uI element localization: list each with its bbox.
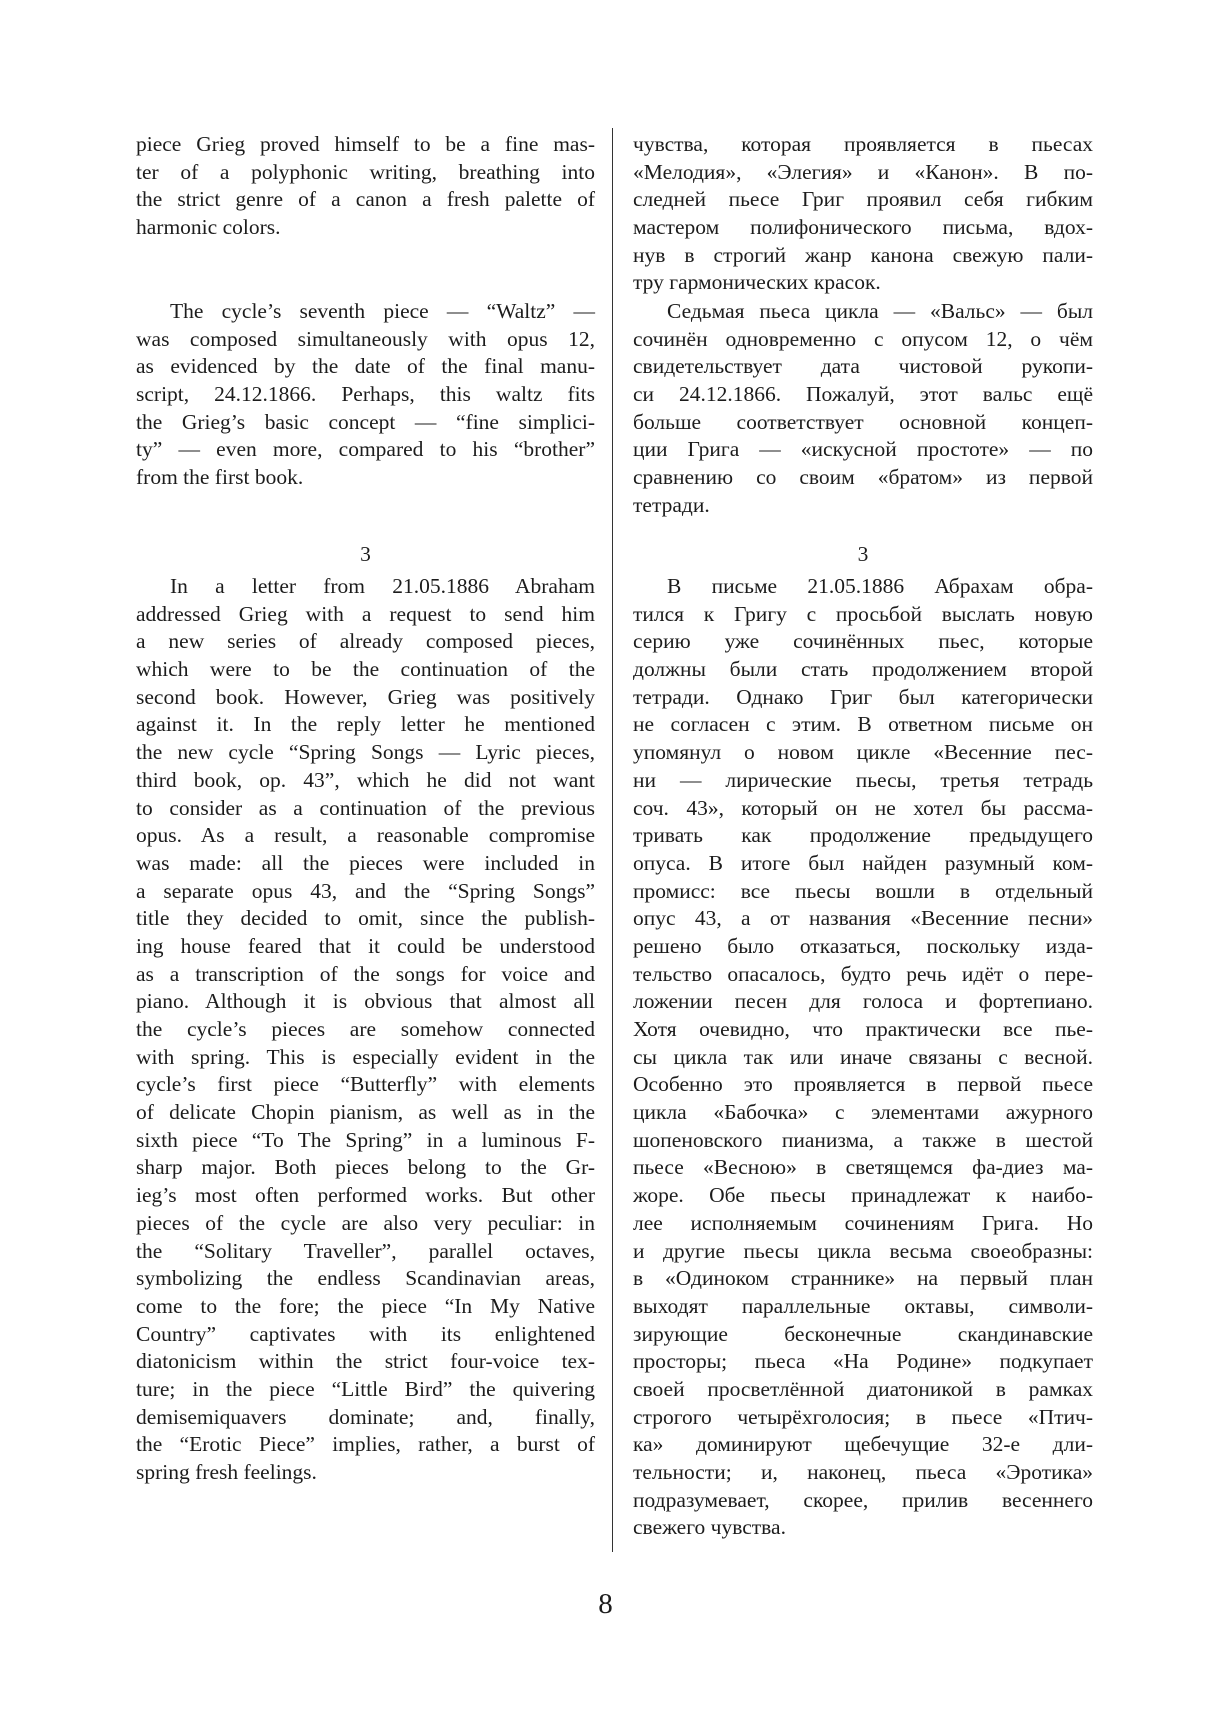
text-line: as a transcription of the songs for voice and: [136, 961, 595, 986]
text-line: script, 24.12.1866. Perhaps, this waltz fits: [136, 382, 595, 407]
text-line: «Мелодия», «Элегия» и «Канон». В по-: [633, 159, 1093, 184]
text-line: was made: all the pieces were included in: [136, 850, 595, 875]
text-line: лее исполняемым сочинениям Грига. Но: [633, 1210, 1093, 1235]
text-line: должны были стать продолжением второй: [633, 657, 1093, 682]
text-line: тетради. Однако Григ был категорически: [633, 684, 1093, 709]
text-line: sharp major. Both pieces belong to the Gr-: [136, 1155, 595, 1180]
text-line: the cycle’s pieces are somehow connected: [136, 1017, 595, 1041]
text-line: addressed Grieg with a request to send him: [136, 601, 595, 626]
text-line: ieg’s most often performed works. But other: [136, 1183, 595, 1208]
text-line: ка» доминируют щебечущие 32-е дли-: [633, 1432, 1093, 1457]
text-line: сочинён одновременно с опусом 12, о чём: [633, 326, 1093, 351]
text-line: third book, op. 43”, which he did not want: [136, 767, 595, 792]
text-line: строгого четырёхголосия; в пьесе «Птич-: [633, 1404, 1093, 1429]
text-line: from the first book.: [136, 465, 304, 490]
text-line: Особенно это проявляется в первой пьесе: [633, 1072, 1093, 1097]
text-line: нув в строгий жанр канона свежую пали-: [633, 242, 1093, 267]
text-line: was composed simultaneously with opus 12,: [136, 326, 595, 351]
text-line: тился к Григу с просьбой выслать новую: [633, 601, 1093, 626]
text-line: Хотя очевидно, что практически все пье-: [633, 1017, 1093, 1041]
text-line: against it. In the reply letter he mentioned: [136, 712, 595, 737]
text-line: опус 43, а от названия «Весенние песни»: [633, 906, 1093, 931]
text-line: решено было отказаться, поскольку изда-: [633, 933, 1093, 958]
text-line: pieces of the cycle are also very peculiar: in: [136, 1210, 595, 1235]
text-line: The cycle’s seventh piece — “Waltz” —: [170, 299, 595, 323]
text-line: больше соответствует основной концеп-: [633, 409, 1093, 434]
text-line: шопеновского пианизма, а также в шестой: [633, 1127, 1093, 1152]
text-line: следней пьесе Григ проявил себя гибким: [633, 187, 1093, 212]
text-line: опуса. В итоге был найден разумный ком-: [633, 850, 1093, 875]
text-line: harmonic colors.: [136, 215, 281, 240]
text-line: жоре. Обе пьесы принадлежат к наибо-: [633, 1183, 1093, 1208]
text-line: упомянул о новом цикле «Весенние пес-: [633, 740, 1093, 765]
text-line: the “Erotic Piece” implies, rather, a burst of: [136, 1432, 595, 1457]
text-line: не согласен с этим. В ответном письме он: [633, 712, 1093, 737]
paragraph: [136, 298, 595, 492]
text-line: тетради.: [633, 492, 710, 517]
text-line: the new cycle “Spring Songs — Lyric pieces,: [136, 740, 595, 765]
text-line: In a letter from 21.05.1886 Abraham: [170, 574, 595, 598]
text-line: зирующие бесконечные скандинавские: [633, 1321, 1093, 1346]
text-line: мастером полифонического письма, вдох-: [633, 215, 1093, 240]
text-line: Седьмая пьеса цикла — «Вальс» — был: [667, 299, 1093, 323]
text-line: come to the fore; the piece “In My Native: [136, 1293, 595, 1318]
text-line: opus. As a result, a reasonable compromise: [136, 823, 595, 848]
column-divider: [612, 128, 613, 1552]
text-line: просторы; пьеса «На Родине» подкупает: [633, 1349, 1093, 1374]
page-number: 8: [598, 1588, 613, 1620]
text-line: свидетельствует дата чистовой рукопи-: [633, 354, 1093, 379]
text-line: и другие пьесы цикла весьма своеобразны:: [633, 1238, 1093, 1263]
text-line: ни — лирические пьесы, третья тетрадь: [633, 767, 1093, 792]
text-line: a new series of already composed pieces,: [136, 629, 595, 654]
text-line: to consider as a continuation of the previous: [136, 795, 595, 820]
text-line: the “Solitary Traveller”, parallel octaves,: [136, 1238, 595, 1263]
text-line: тельности; и, наконец, пьеса «Эротика»: [633, 1460, 1093, 1484]
text-line: spring fresh feelings.: [136, 1460, 317, 1484]
text-line: свежего чувства.: [633, 1515, 786, 1540]
text-line: title they decided to omit, since the publish-: [136, 906, 595, 931]
text-line: the strict genre of a canon a fresh palette of: [136, 187, 595, 212]
text-line: сравнению со своим «братом» из первой: [633, 465, 1093, 490]
text-line: with spring. This is especially evident in the: [136, 1044, 595, 1069]
text-line: пьесе «Весною» в светящемся фа-диез ма-: [633, 1155, 1093, 1180]
text-line: second book. However, Grieg was positively: [136, 684, 595, 709]
text-line: цикла «Бабочка» с элементами ажурного: [633, 1100, 1093, 1125]
text-line: тельство опасалось, будто речь идёт о пере-: [633, 961, 1093, 986]
text-line: ing house feared that it could be understood: [136, 933, 595, 958]
paragraph: [633, 131, 1093, 297]
text-line: серию уже сочинённых пьес, которые: [633, 629, 1093, 654]
text-line: своей просветлённой диатоникой в рамках: [633, 1376, 1093, 1401]
text-line: подразумевает, скорее, прилив весеннего: [633, 1487, 1093, 1512]
text-line: piano. Although it is obvious that almost all: [136, 989, 595, 1014]
text-line: ции Грига — «искусной простоте» — по: [633, 437, 1093, 462]
text-line: си 24.12.1866. Пожалуй, этот вальс ещё: [633, 382, 1093, 407]
text-line: соч. 43», который он не хотел бы рассма-: [633, 795, 1093, 820]
text-line: piece Grieg proved himself to be a fine mas-: [136, 132, 595, 156]
text-line: the Grieg’s basic concept — “fine simplici-: [136, 409, 595, 434]
section-number: 3: [857, 542, 869, 566]
paragraph: [136, 573, 595, 1487]
text-line: cycle’s first piece “Butterfly” with elements: [136, 1072, 595, 1097]
text-line: ложении песен для голоса и фортепиано.: [633, 989, 1093, 1014]
text-line: тру гармонических красок.: [633, 270, 881, 295]
text-line: sixth piece “To The Spring” in a luminous F-: [136, 1127, 595, 1152]
text-line: чувства, которая проявляется в пьесах: [633, 132, 1093, 156]
paragraph: [136, 131, 595, 242]
section-number: 3: [360, 542, 371, 566]
text-line: of delicate Chopin pianism, as well as in the: [136, 1100, 595, 1125]
paragraph: [633, 573, 1093, 1542]
text-line: demisemiquavers dominate; and, finally,: [136, 1404, 595, 1429]
text-line: ter of a polyphonic writing, breathing into: [136, 159, 595, 184]
text-line: выходят параллельные октавы, символи-: [633, 1293, 1093, 1318]
text-line: which were to be the continuation of the: [136, 657, 595, 682]
text-line: ty” — even more, compared to his “brother”: [136, 437, 595, 462]
text-line: a separate opus 43, and the “Spring Songs”: [136, 878, 595, 903]
text-line: ture; in the piece “Little Bird” the quivering: [136, 1376, 595, 1401]
text-line: В письме 21.05.1886 Абрахам обра-: [667, 574, 1093, 598]
text-line: as evidenced by the date of the final manu-: [136, 354, 595, 379]
text-line: diatonicism within the strict four-voice tex-: [136, 1349, 595, 1374]
paragraph: [633, 298, 1093, 520]
text-line: промисс: все пьесы вошли в отдельный: [633, 878, 1093, 903]
text-line: Country” captivates with its enlightened: [136, 1321, 595, 1346]
text-line: тривать как продолжение предыдущего: [633, 823, 1093, 848]
text-line: symbolizing the endless Scandinavian areas,: [136, 1266, 595, 1291]
text-line: в «Одиноком страннике» на первый план: [633, 1266, 1093, 1291]
text-line: сы цикла так или иначе связаны с весной.: [633, 1044, 1093, 1069]
